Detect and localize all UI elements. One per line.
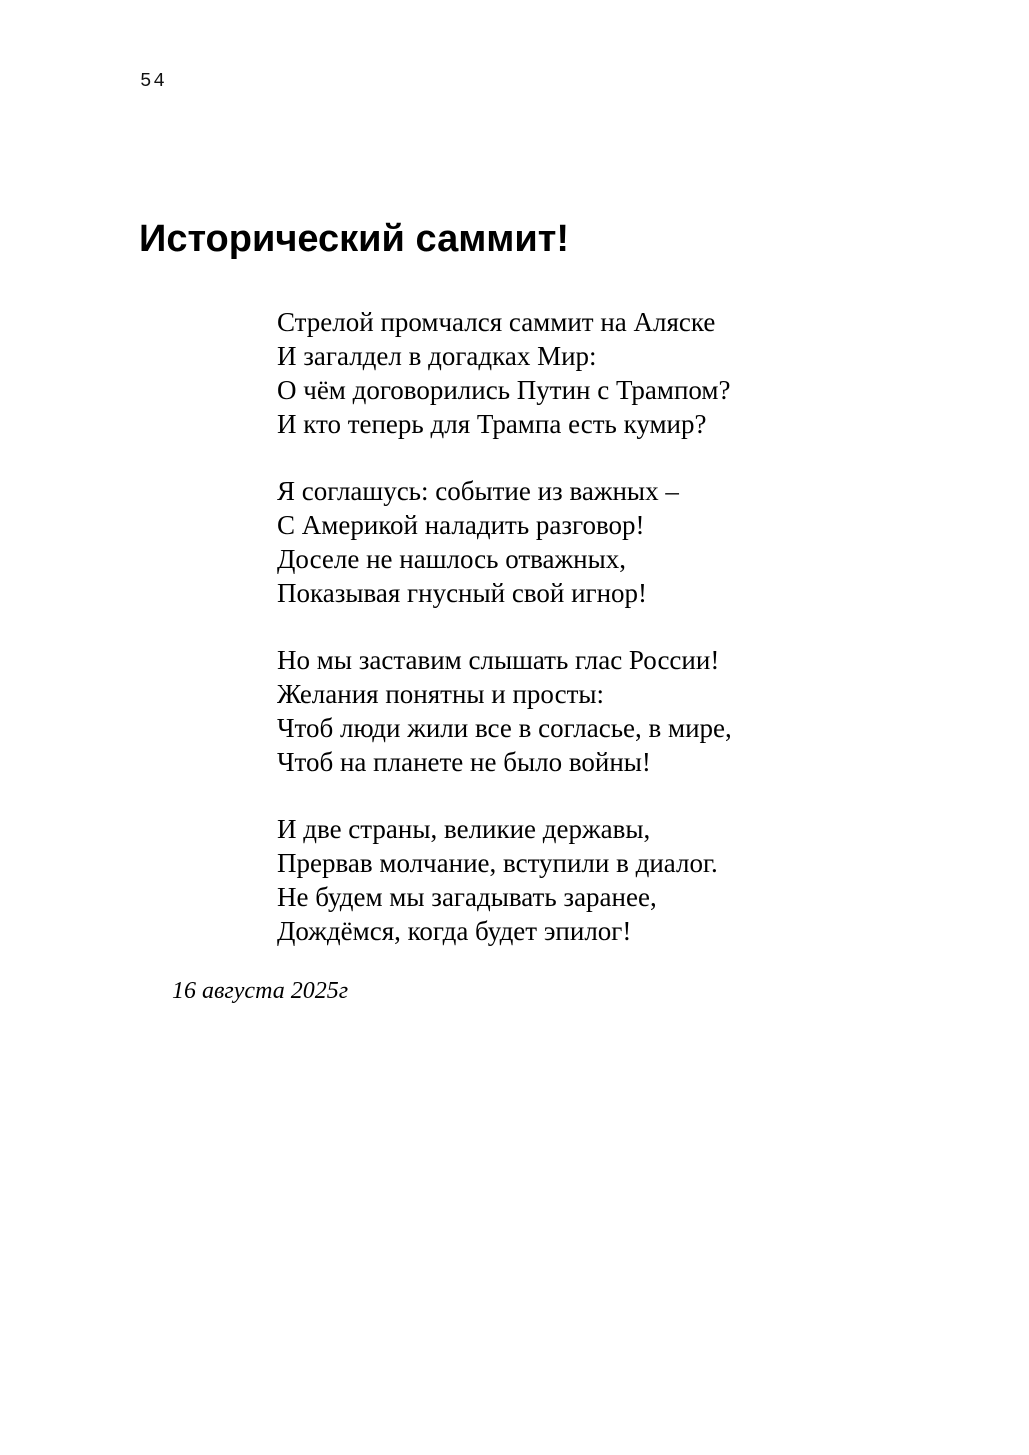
stanza-1 — [277, 305, 732, 441]
poem-line: О чём договорились Путин с Трампом? — [277, 375, 731, 405]
poem-line: Желания понятны и просты: — [277, 679, 605, 709]
poem-line: Дождёмся, когда будет эпилог! — [277, 916, 632, 946]
poem-line: Чтоб на планете не было войны! — [277, 747, 651, 777]
stanza-3 — [277, 643, 732, 779]
poem-line: Чтоб люди жили все в согласье, в мире, — [277, 713, 732, 743]
poem-line: Я соглашусь: событие из важных – — [277, 476, 679, 506]
page-number: 54 — [140, 70, 167, 92]
poem-line: И кто теперь для Трампа есть кумир? — [277, 409, 707, 439]
poem-date: 16 августа 2025г — [172, 978, 349, 1004]
poem-line: Показывая гнусный свой игнор! — [277, 578, 648, 608]
poem-line: Доселе не нашлось отважных, — [277, 544, 627, 574]
poem-line: С Америкой наладить разговор! — [277, 510, 645, 540]
poem-body — [277, 305, 732, 981]
poem-line: И две страны, великие державы, — [277, 814, 651, 844]
poem-title: Исторический саммит! — [139, 218, 570, 260]
poem-line: Прервав молчание, вступили в диалог. — [277, 848, 718, 878]
poem-line: И загалдел в догадках Мир: — [277, 341, 597, 371]
stanza-2 — [277, 474, 732, 610]
poem-line: Не будем мы загадывать заранее, — [277, 882, 657, 912]
poem-line: Стрелой промчался саммит на Аляске — [277, 307, 716, 337]
stanza-4 — [277, 812, 732, 948]
poem-line: Но мы заставим слышать глас России! — [277, 645, 720, 675]
